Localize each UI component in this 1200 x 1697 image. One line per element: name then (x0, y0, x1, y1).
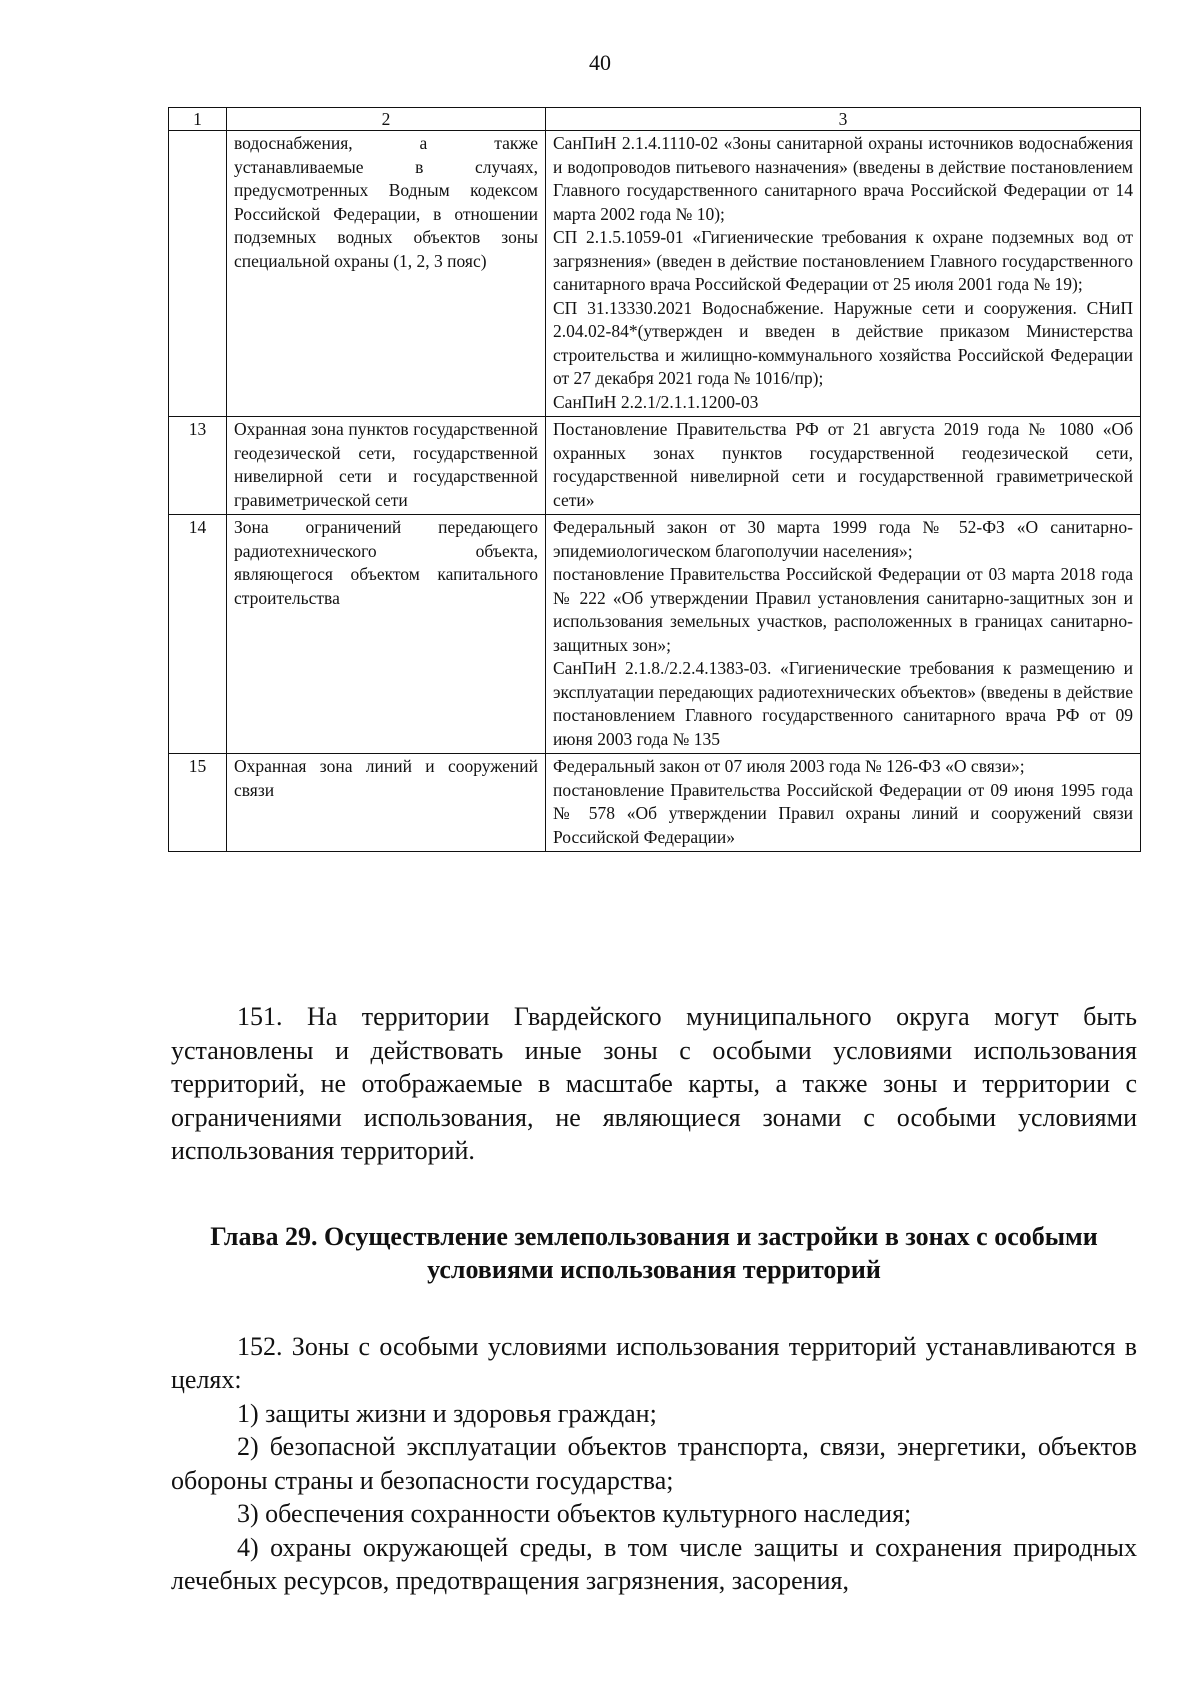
regulation-item: Федеральный закон от 30 марта 1999 года № 52-ФЗ «О санитарно-эпидемиологическом благополучии населения»; (553, 517, 1133, 561)
row-number: 13 (169, 417, 227, 515)
regulation-item: Постановление Правительства РФ от 21 августа 2019 года № 1080 «Об охранных зонах пунктов государственной геодезической сети, государственной нивелирной сети и государственной гравиметрической сети» (553, 419, 1133, 510)
regulation-docs (546, 515, 1141, 754)
regulation-item: СанПиН 2.2.1/2.1.1.1200-03 (553, 391, 759, 412)
regulation-item: Федеральный закон от 07 июля 2003 года № 126-ФЗ «О связи»; (553, 756, 1025, 776)
page-number: 40 (589, 50, 611, 75)
header-col-2: 2 (227, 108, 546, 131)
zone-name: Охранная зона линий и сооружений связи (227, 754, 546, 852)
table-row (169, 417, 1141, 515)
paragraph-151: 151. На территории Гвардейского муниципального округа могут быть установлены и действовать иные зоны с особыми условиями использования территорий, не отображаемые в масштабе карты, а также зоны и территории с ограничениями использования, не являющиеся зонами с особыми условиями использования территорий. (171, 1002, 1137, 1165)
row-number (169, 131, 227, 417)
paragraph-152: 152. Зоны с особыми условиями использования территорий устанавливаются в целях: (171, 1331, 1137, 1394)
chapter-title: Глава 29. Осуществление землепользования и застройки в зонах с особыми условиями использования территорий (210, 1221, 1098, 1284)
regulation-item: постановление Правительства Российской Федерации от 09 июня 1995 года № 578 «Об утверждении Правил охраны линий и сооружений связи Российской Федерации» (553, 779, 1133, 847)
row-number: 14 (169, 515, 227, 754)
list-item: 2) безопасной эксплуатации объектов транспорта, связи, энергетики, объектов обороны страны и безопасности государства; (171, 1432, 1137, 1495)
header-col-1: 1 (169, 108, 227, 131)
regulation-docs (546, 131, 1141, 417)
zone-name: Охранная зона пунктов государственной геодезической сети, государственной нивелирной сети и государственной гравиметрической сети (227, 417, 546, 515)
body-text (171, 1000, 1137, 1598)
regulation-docs (546, 417, 1141, 515)
list-item: 3) обеспечения сохранности объектов культурного наследия; (237, 1499, 912, 1528)
regulation-item: СанПиН 2.1.4.1110-02 «Зоны санитарной охраны источников водоснабжения и водопроводов питьевого назначения» (введены в действие постановлением Главного государственного санитарного врача Российской Федерации от 14 марта 2002 года № 10); (553, 133, 1133, 224)
list-item: 4) охраны окружающей среды, в том числе защиты и сохранения природных лечебных ресурсов, предотвращения загрязнения, засорения, (171, 1532, 1137, 1595)
regulation-docs (546, 754, 1141, 852)
table-row (169, 131, 1141, 417)
zone-name: Зона ограничений передающего радиотехнического объекта, являющегося объектом капитального строительства (227, 515, 546, 754)
regulation-item: СП 31.13330.2021 Водоснабжение. Наружные сети и сооружения. СНиП 2.04.02-84*(утвержден и введен в действие приказом Министерства строительства и жилищно-коммунального хозяйства Российской Федерации от 27 декабря 2021 года № 1016/пр); (553, 297, 1133, 388)
regulation-item: постановление Правительства Российской Федерации от 03 марта 2018 года № 222 «Об утверждении Правил установления санитарно-защитных зон и использования земельных участков, расположенных в границах санитарно-защитных зон»; (553, 564, 1133, 655)
regulation-item: СП 2.1.5.1059-01 «Гигиенические требования к охране подземных вод от загрязнения» (введен в действие постановлением Главного государственного санитарного врача Российской Федерации от 25 июля 2001 года № 19); (553, 227, 1133, 294)
zones-table (168, 107, 1141, 852)
zone-name: водоснабжения, а также устанавливаемые в случаях, предусмотренных Водным кодексом Российской Федерации, в отношении подземных водных объектов зоны специальной охраны (1, 2, 3 пояс) (227, 131, 546, 417)
table-row (169, 515, 1141, 754)
table-row (169, 754, 1141, 852)
row-number: 15 (169, 754, 227, 852)
list-item: 1) защиты жизни и здоровья граждан; (237, 1398, 657, 1428)
regulation-item: СанПиН 2.1.8./2.2.4.1383-03. «Гигиенические требования к размещению и эксплуатации передающих радиотехнических объектов» (введены в действие постановлением Главного государственного санитарного врача РФ от 09 июня 2003 года № 135 (553, 658, 1133, 749)
header-col-3: 3 (546, 108, 1141, 131)
table-header-row (169, 108, 1141, 131)
